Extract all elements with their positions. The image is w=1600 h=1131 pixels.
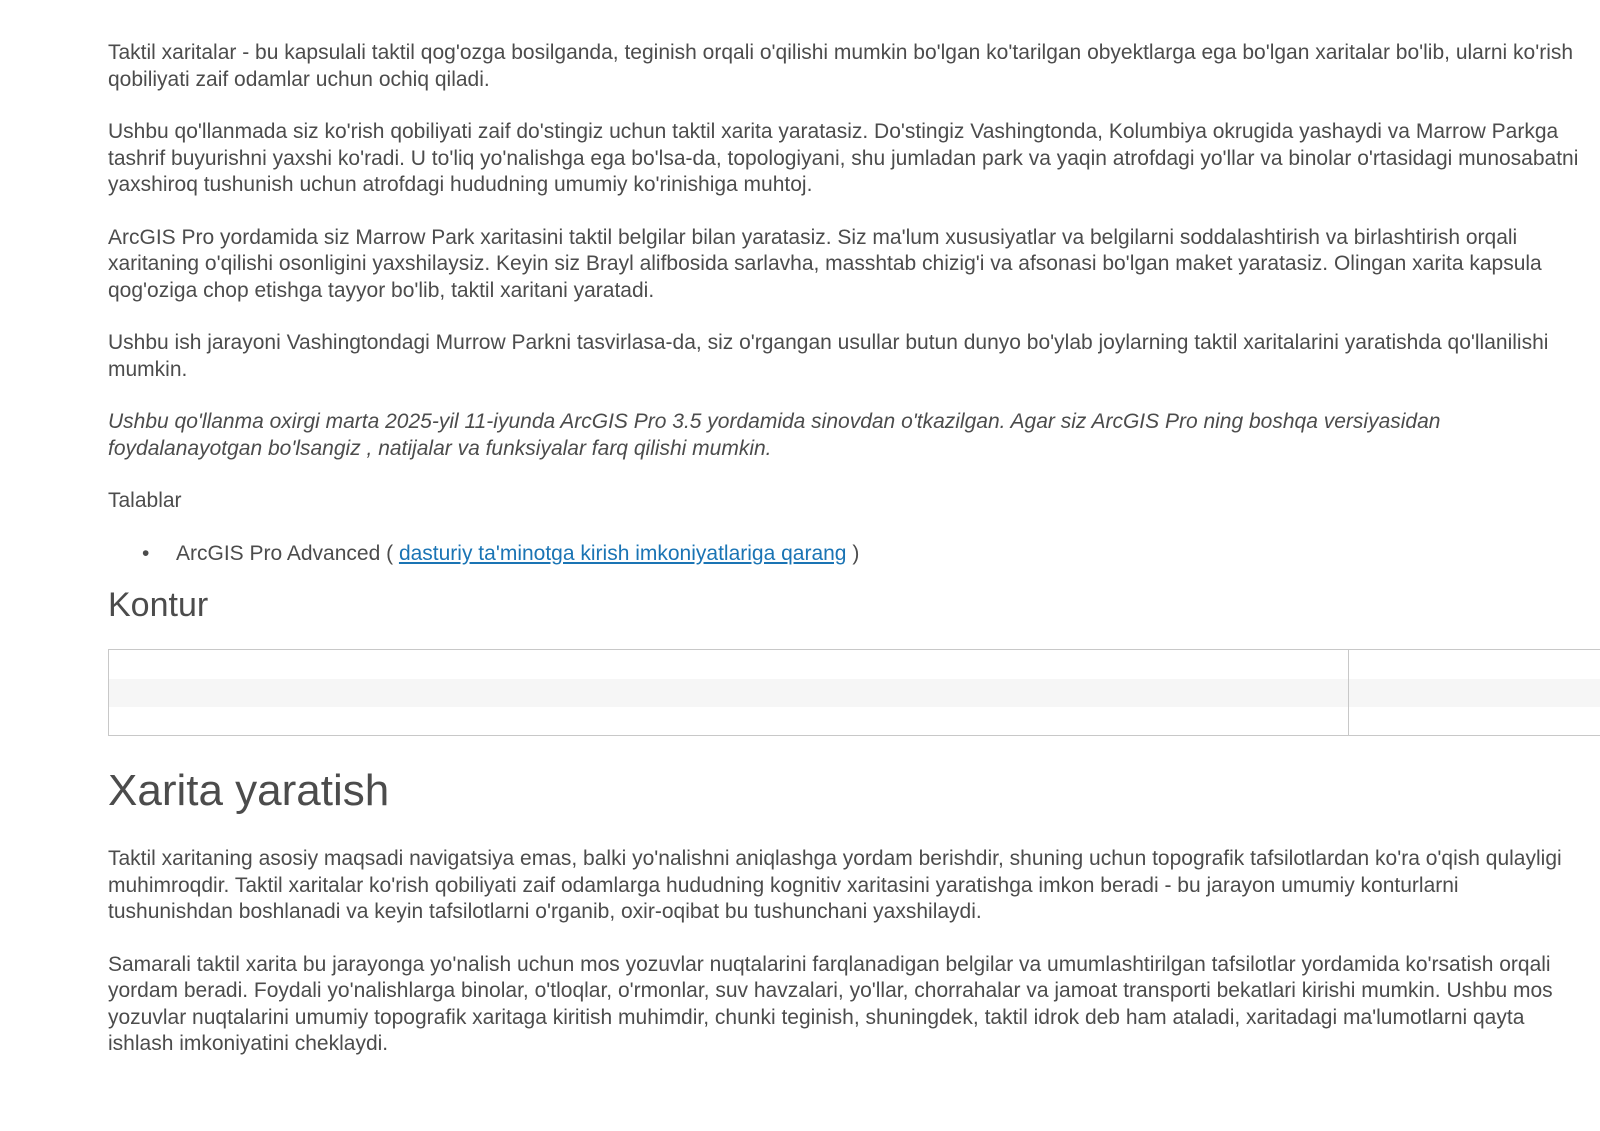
outline-main-column	[109, 650, 1349, 735]
intro-paragraph-1: Taktil xaritalar - bu kapsulali taktil qog'ozga bosilganda, teginish orqali o'qilishi mumkin bo'lgan ko'tarilgan obyektlarga ega bo'lgan xaritalar bo'lib, ularni ko'rish qobiliyati zaif odamlar uchun ochiq qiladi.	[108, 41, 1574, 91]
requirements-list	[108, 541, 1588, 568]
requirements-item	[108, 541, 1588, 568]
outline-side-column	[1349, 650, 1600, 735]
outline-table	[108, 649, 1600, 736]
software-access-link[interactable]: dasturiy ta'minotga kirish imkoniyatlariga qarang	[398, 541, 847, 565]
requirement-suffix: )	[846, 541, 860, 565]
section-paragraph-1: Taktil xaritaning asosiy maqsadi navigatsiya emas, balki yo'nalishni aniqlashga yordam berishdir, shuning uchun topografik tafsilotlardan ko'ra o'qish qulayligi muhimroqdir. Taktil xaritalar ko'rish qobiliyati zaif odamlarga hududning kognitiv xaritasini yaratishga imkon beradi - bu jarayon umumiy konturlarni tushunishdan boshlanadi va keyin tafsilotlarni o'rganib, oxir-oqibat bu tushunchani yaxshilaydi.	[108, 847, 1562, 923]
outline-heading: Kontur	[108, 586, 209, 624]
intro-paragraph-3: ArcGIS Pro yordamida siz Marrow Park xaritasini taktil belgilar bilan yaratasiz. Siz ma'lum xususiyatlar va belgilarni soddalashtirish va birlashtirish orqali xaritaning o'qilishi osonligini yaxshilaysiz. Keyin siz Brayl alifbosida sarlavha, masshtab chizig'i va afsonasi bo'lgan maket yaratasiz. Olingan xarita kapsula qog'oziga chop etishga tayyor bo'lib, taktil xaritani yaratadi.	[108, 225, 1542, 302]
outline-row-stripe	[109, 679, 1348, 707]
intro-paragraph-4: Ushbu ish jarayoni Vashingtondagi Murrow Parkni tasvirlasa-da, siz o'rgangan usullar butun dunyo bo'ylab joylarning taktil xaritalarini yaratishda qo'llanilishi mumkin.	[108, 331, 1549, 381]
article-content	[108, 40, 1588, 1084]
outline-row-stripe	[1349, 679, 1600, 707]
section-heading: Xarita yaratish	[108, 766, 390, 815]
requirements-title: Talablar	[108, 489, 182, 512]
bullet-icon: •	[142, 541, 150, 565]
requirement-prefix: ArcGIS Pro Advanced (	[176, 541, 399, 565]
section-paragraph-2: Samarali taktil xarita bu jarayonga yo'nalish uchun mos yozuvlar nuqtalarini farqlanadigan belgilar va umumlashtirilgan tafsilotlar yordamida ko'rsatish orqali yordam beradi. Foydali yo'nalishlarga binolar, o'tloqlar, o'rmonlar, suv havzalari, yo'llar, chorrahalar va jamoat transporti bekatlari kirishi mumkin. Ushbu mos yozuvlar nuqtalarini umumiy topografik xaritaga kiritish muhimdir, chunki teginish, shuningdek, taktil idrok deb ham ataladi, xaritadagi ma'lumotlarni qayta ishlash imkoniyatini cheklaydi.	[108, 952, 1553, 1055]
version-note: Ushbu qo'llanma oxirgi marta 2025-yil 11-iyunda ArcGIS Pro 3.5 yordamida sinovdan o'tkazilgan. Agar siz ArcGIS Pro ning boshqa versiyasidan foydalanayotgan bo'lsangiz , natijalar va funksiyalar farq qilishi mumkin.	[108, 410, 1441, 460]
intro-paragraph-2: Ushbu qo'llanmada siz ko'rish qobiliyati zaif do'stingiz uchun taktil xarita yaratasiz. Do'stingiz Vashingtonda, Kolumbiya okrugida yashaydi va Marrow Parkga tashrif buyurishni yaxshi ko'radi. U to'liq yo'nalishga ega bo'lsa-da, topologiyani, shu jumladan park va yaqin atrofdagi yo'llar va binolar o'rtasidagi munosabatni yaxshiroq tushunish uchun atrofdagi hududning umumiy ko'rinishiga muhtoj.	[108, 120, 1579, 196]
